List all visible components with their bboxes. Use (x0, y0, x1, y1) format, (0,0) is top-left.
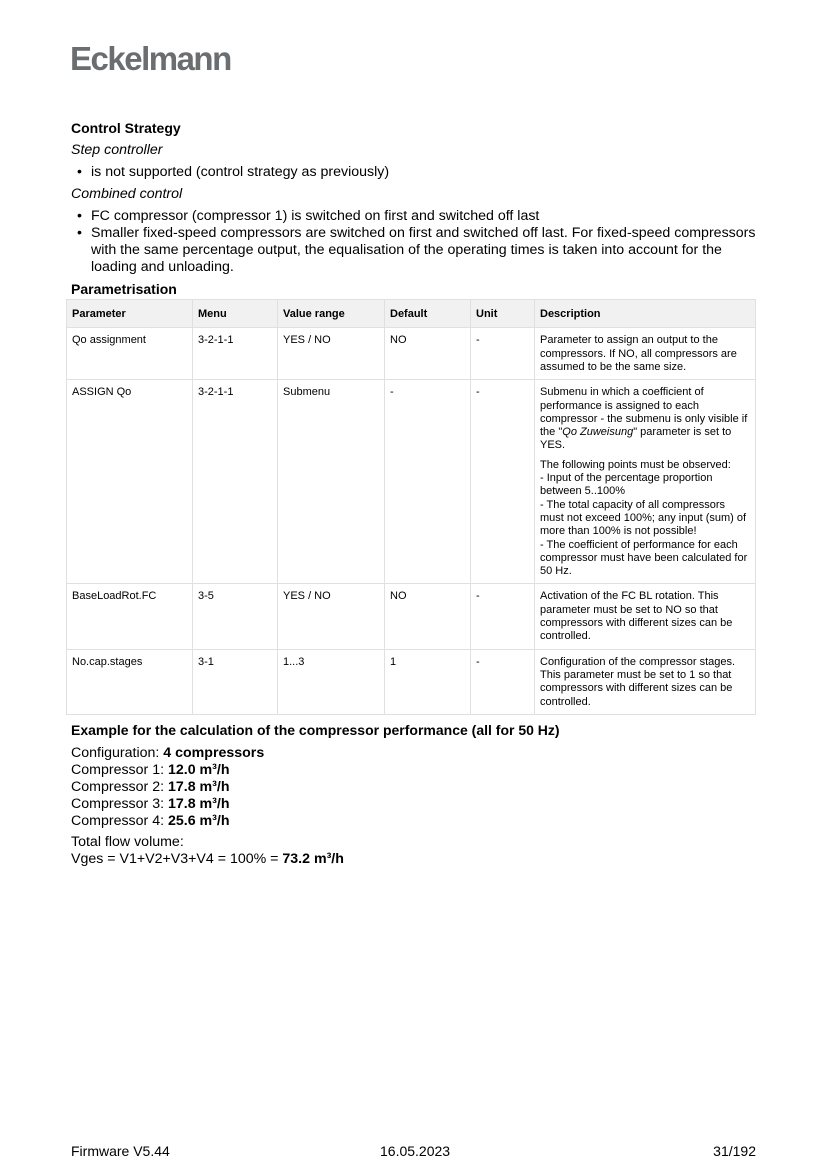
header-cell: Default (385, 300, 471, 328)
header-cell: Value range (278, 300, 385, 328)
cell: NO (385, 584, 471, 649)
cell: Activation of the FC BL rotation. This parameter must be set to NO so that compressors with different sizes can be controlled. (535, 584, 756, 649)
formula (71, 851, 560, 868)
cell: Submenu (278, 380, 385, 584)
formula-text: Vges = V1+V2+V3+V4 = 100% = (71, 851, 283, 867)
cell: Parameter to assign an output to the compressors. If NO, all compressors are assumed to be the same size. (535, 328, 756, 380)
example-title: Example for the calculation of the compressor performance (all for 50 Hz) (71, 722, 560, 738)
list-item: • is not supported (control strategy as previously) (71, 164, 761, 181)
control-strategy-section (71, 120, 761, 303)
footer-firmware: Firmware V5.44 (71, 1143, 170, 1159)
table-row (67, 649, 756, 714)
desc-text: " parameter is set to YES. (540, 426, 732, 452)
cell: 3-2-1-1 (193, 328, 278, 380)
step-controller-title: Step controller (71, 142, 163, 158)
combined-list (71, 208, 761, 276)
example-section (71, 722, 560, 868)
note-line: - The coefficient of performance for each compressor must have been calculated for 50 Hz. (540, 538, 748, 578)
cell: 3-5 (193, 584, 278, 649)
note-line: The following points must be observed: (540, 458, 731, 471)
header-cell: Description (535, 300, 756, 328)
eckelmann-logo: Eckelmann (70, 40, 231, 77)
label: Compressor 2: (71, 779, 168, 795)
table-header (67, 300, 756, 328)
footer-date: 16.05.2023 (380, 1143, 451, 1159)
cell: 3-1 (193, 649, 278, 714)
value: 12.0 m³/h (167, 762, 230, 778)
header-cell: Unit (471, 300, 535, 328)
total-label: Total flow volume: (71, 834, 184, 850)
cell: Configuration of the compressor stages. This parameter must be set to 1 so that compressors with different sizes can be controlled. (535, 649, 756, 714)
cell: YES / NO (278, 584, 385, 649)
label: Compressor 1: (71, 762, 168, 778)
cell: - (471, 584, 535, 649)
note-line: - The total capacity of all compressors must not exceed 100%; any input (sum) of more than 100% is not possible! (540, 498, 747, 538)
cell: No.cap.stages (67, 649, 193, 714)
cell: 3-2-1-1 (193, 380, 278, 584)
header-cell: Menu (193, 300, 278, 328)
header-cell: Parameter (67, 300, 193, 328)
cell: Qo assignment (67, 328, 193, 380)
cell: - (471, 380, 535, 584)
value: 25.6 m³/h (167, 813, 230, 829)
cell: - (385, 380, 471, 584)
cell: 1 (385, 649, 471, 714)
cell: ASSIGN Qo (67, 380, 193, 584)
table-row (67, 584, 756, 649)
example-line (71, 779, 560, 796)
table-row (67, 328, 756, 380)
cell (535, 380, 756, 584)
example-line (71, 796, 560, 813)
cell: YES / NO (278, 328, 385, 380)
formula-value: 73.2 m³/h (282, 851, 344, 867)
example-line (71, 762, 560, 779)
parameter-table (66, 299, 756, 715)
cell: BaseLoadRot.FC (67, 584, 193, 649)
description-notes (540, 459, 750, 579)
description (540, 386, 750, 452)
footer-page-number: 31/192 (713, 1143, 756, 1159)
cell: NO (385, 328, 471, 380)
example-line (71, 813, 560, 830)
cell: - (471, 328, 535, 380)
combined-control-title: Combined control (71, 186, 183, 202)
step-list (71, 164, 761, 181)
value: 17.8 m³/h (167, 779, 230, 795)
list-item: • FC compressor (compressor 1) is switched on first and switched off last (71, 208, 761, 225)
value: 4 compressors (163, 745, 265, 761)
example-line (71, 745, 560, 762)
note-line: - Input of the percentage proportion between 5..100% (540, 472, 713, 498)
label: Compressor 4: (71, 813, 168, 829)
desc-text: Submenu in which a coefficient of performance is assigned to each compressor - the submenu is only visible if the " (540, 386, 748, 439)
cell: - (471, 649, 535, 714)
label: Configuration: (71, 745, 164, 761)
table-row (67, 380, 756, 584)
parametrisation-title: Parametrisation (71, 281, 177, 297)
list-item: • Smaller fixed-speed compressors are switched on first and switched off last. For fixed-speed compressors with the same percentage output, the equalisation of the operating times is taken into account for the loading and unloading. (71, 225, 761, 276)
desc-emphasis: Qo Zuweisung (562, 426, 634, 439)
cell: 1...3 (278, 649, 385, 714)
section-title: Control Strategy (71, 120, 181, 136)
value: 17.8 m³/h (167, 796, 230, 812)
label: Compressor 3: (71, 796, 168, 812)
